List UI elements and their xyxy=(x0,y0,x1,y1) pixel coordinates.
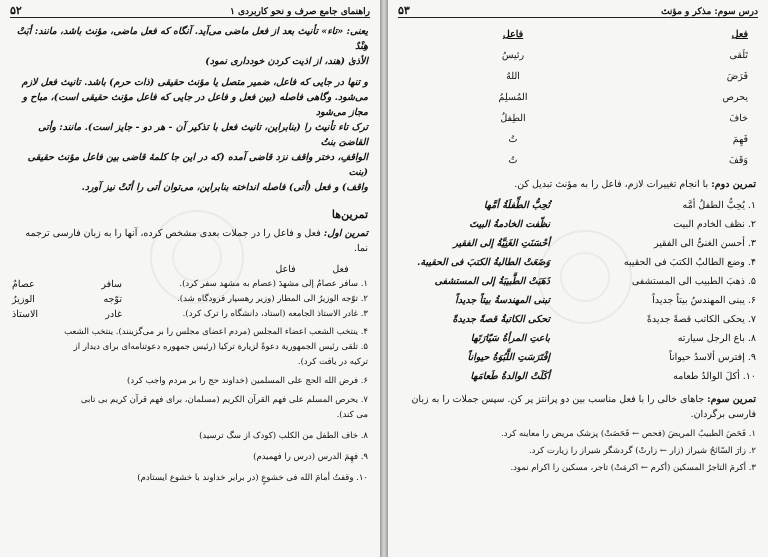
ex1-line: می کند). xyxy=(336,410,368,420)
col-fael-header: فاعل xyxy=(275,264,296,275)
col-fael-header: فاعل xyxy=(502,29,524,40)
ex1-item-fel: توّجه xyxy=(103,294,122,305)
right-page-body xyxy=(400,24,756,477)
col-fel-header: فعل xyxy=(332,264,349,275)
ex1-item-fel: سافر xyxy=(101,279,122,290)
table-row xyxy=(400,87,756,108)
ex1-item xyxy=(12,292,368,307)
right-page-header xyxy=(398,2,758,18)
intro-line: واقف) و فعل (أتی) فاصله انداخته بنابراین، می‌توان أتی را أتَتْ نیز آورد. xyxy=(81,182,368,193)
ex2-item xyxy=(400,291,756,310)
ex1-line: ترکیه در یافت کرد). xyxy=(297,357,368,367)
fel-fael-table xyxy=(400,24,756,171)
table-cell-fael: رئیسُ xyxy=(501,50,525,61)
left-page xyxy=(0,0,380,557)
ex2-answer: وَضَعَتْ الطالبةُ الکتبَ فی الحقیبة. xyxy=(417,257,550,268)
table-cell-fael: تُ xyxy=(508,155,518,166)
ex2-question: ۱۰. أکلَ الوالدُ طعامه xyxy=(673,371,756,382)
table-row xyxy=(400,129,756,150)
ex1-line: ۷. یحرص المسلم علی فهم القرآن الکریم (مسلمان، برای فهم قرآن کریم بی تابی xyxy=(80,395,368,405)
ex3-item: ۳. أکرمَ التاجرُ المسکین (أکرم ← اکرمَتْ) تاجر، مسکین را اکرام نمود. xyxy=(510,463,756,473)
intro-line: و تنها در جایی که فاعل، ضمیر متصل یا مؤنث حقیقی (ذات حرم) باشد. تانیث فعل لازم xyxy=(21,77,368,88)
intro-line: ترک تاء تأنیث را (بنابراین، تانیث فعل با تذکیر آن - هر دو - جایز است). مانند: وأتی القاضیَ بنتُ xyxy=(38,122,368,148)
exercises-heading: تمرین‌ها xyxy=(331,208,368,221)
ex1-column-headers xyxy=(248,262,368,277)
right-page-number: ۵۳ xyxy=(398,4,410,17)
right-header-title: درس سوم: مذکر و مؤنث xyxy=(661,7,758,17)
left-header-title: راهنمای جامع صرف و نحو کاربردی ۱ xyxy=(229,7,370,17)
ex1-item-fael: عصامٌ xyxy=(12,279,35,290)
ex3-instruction: جاهای خالی را با فعل مناسب بین دو پرانتز پر کن. سپس جملات را به زبان xyxy=(411,394,705,405)
ex2-question: ۷. یحکی الکاتب قصةً جدیدةً xyxy=(646,314,756,325)
ex1-line: ۶. فرض الله الحج علی المسلمین (خداوند حج را بر مردم واجب کرد) xyxy=(127,376,368,386)
ex2-item xyxy=(400,272,756,291)
ex2-item xyxy=(400,196,756,215)
table-cell-fel: یحرص xyxy=(722,92,748,103)
ex1-item xyxy=(12,307,368,322)
ex1-item-text: ۱. سافر عصامٌ إلی مشهدَ (عصام به مشهد سفر کرد). xyxy=(179,279,368,289)
ex2-item xyxy=(400,329,756,348)
ex2-answer: باعتِ المرأةُ سَیّارَتَها xyxy=(470,333,550,344)
ex2-question: ۶. یبنی المهندسُ بیتاً جدیداً xyxy=(652,295,756,306)
ex2-item xyxy=(400,310,756,329)
ex3-list xyxy=(400,426,756,477)
ex2-answer: ذَهَبَتْ الطَّبیبَةُ إلی المستشفی xyxy=(434,276,550,287)
ex2-answer: أحْسَنَتِ الغَنِیَّةُ إلی الفقیر xyxy=(453,238,550,249)
intro-line: الأذىٰ (هند، از اذیت کردن خودداری نمود) xyxy=(205,56,368,67)
ex1-item-text: ۳. غادر الاستاذ الجامعه (استاد، دانشگاه را ترک کرد). xyxy=(182,309,368,319)
ex3-label: تمرین سوم: xyxy=(707,394,756,405)
ex2-item xyxy=(400,234,756,253)
table-row xyxy=(400,108,756,129)
ex2-item xyxy=(400,348,756,367)
ex1-line: ۵. تلقی رئیس الجمهوریة دعوةً لزیارة ترکیا (رئیس جمهوره دعوتنامه‌ای برای دیدار از xyxy=(73,342,368,352)
ex3-item: ۲. زارَ السّائحُ شیراز (زار ← زارتْ) گردشگر شیراز را زیارت کرد. xyxy=(528,446,756,456)
ex2-answer: أکَلَتْ الوالدةُ طَعامَها xyxy=(470,371,550,382)
ex2-answer: نظّفت الخادمةُ البیتَ xyxy=(469,219,550,230)
table-cell-fel: تَلَقی xyxy=(729,50,748,61)
ex2-question: ۵. ذهبَ الطبیب الی المستشفی xyxy=(631,276,756,287)
ex3-item: ۱. فَحَصَ الطبیبُ المریضَ (فحص ← فَحَصَتْ) پزشک مریض را معاینه کرد. xyxy=(501,429,756,439)
ex2-item xyxy=(400,367,756,386)
left-page-body xyxy=(12,24,368,486)
table-cell-fel: فَرَضَ xyxy=(726,71,748,82)
left-page-header xyxy=(10,2,370,18)
ex3-instruction-cont: فارسی برگردان. xyxy=(690,409,756,420)
ex1-label: تمرین اول: xyxy=(323,228,368,239)
book-gutter xyxy=(380,0,388,557)
table-cell-fael: تُ xyxy=(508,134,518,145)
table-cell-fel: وَقَفَ xyxy=(729,155,748,166)
col-fel-header: فعل xyxy=(731,29,748,40)
ex2-label: تمرین دوم: xyxy=(711,179,756,190)
ex2-question: ۸. باع الرجل سیارته xyxy=(677,333,756,344)
ex1-item-fael: الوزیرُ xyxy=(12,294,35,305)
ex1-line: ۸. خاف الطفل من الکلب (کودک از سگ ترسید) xyxy=(199,431,368,441)
ex2-question: ۴. وضع الطالبُ الکتبَ فی الحقیبه xyxy=(623,257,756,268)
ex1-item-fael: الاستاذ xyxy=(12,309,39,320)
table-header xyxy=(400,24,756,45)
ex2-question: ۹. إفترس ألاسدُ حیواناً xyxy=(669,352,756,363)
table-row xyxy=(400,45,756,66)
table-cell-fael: اللهُ xyxy=(506,71,520,82)
intro-line: می‌شود. وگاهی فاصله (بین فعل و فاعل در جایی که فاعل مؤنث حقیقی است)، مباح و مجاز می‌شود xyxy=(22,92,368,118)
ex2-question: ۲. نظف الخادم البیت xyxy=(673,219,756,230)
ex2-list xyxy=(400,196,756,386)
left-page-number: ۵۲ xyxy=(10,4,22,17)
ex2-question: ۱. یُحِبُّ الطفلُ أمَّه xyxy=(682,200,756,211)
table-cell-fael: الطِفلُ xyxy=(500,113,526,124)
right-page xyxy=(388,0,768,557)
ex2-answer: تُحِبُّ الطِّفلَةُ أمَّها xyxy=(483,200,550,211)
table-cell-fael: المُسلِمُ xyxy=(498,92,528,103)
table-row xyxy=(400,150,756,171)
ex2-answer: إفْتَرَسَتِ اللَّبُوَةُ حیواناً xyxy=(467,352,550,363)
table-cell-fel: فَهِمَ xyxy=(732,134,748,145)
ex2-item xyxy=(400,215,756,234)
table-cell-fel: خافَ xyxy=(729,113,748,124)
ex1-line: ۴. ینتخب الشعب اعضاء المجلس (مردم اعضای مجلس را بر می‌گزینند). ینتخب الشعب xyxy=(64,327,368,337)
intro-line: یعنی: «تاء» تأنیث بعد از فعل ماضی می‌آید. آنگاه که فعل ماضی، مؤنث باشد، مانند: أبَتْ هِنْدٌ xyxy=(16,26,368,52)
ex1-line: ۱۰. وقفتُ أمامَ الله فی خشوعٍ (در برابر خداوند با خشوع ایستادم) xyxy=(137,473,368,483)
ex1-instruction: فعل و فاعل را در جملات بعدی مشخص کرده، آنها را به زبان فارسی ترجمه نما. xyxy=(25,228,368,254)
ex1-item-fel: غادر xyxy=(105,309,122,320)
ex2-item xyxy=(400,253,756,272)
ex2-question: ۳. أحسن الغنیُّ الی الفقیر xyxy=(653,238,756,249)
ex2-answer: تبنی المهندسةُ بیتاً جدیداً xyxy=(455,295,550,306)
ex1-line: ۹. فهِمَ الدرس (درس را فهمیدم) xyxy=(253,452,368,462)
ex1-list xyxy=(12,277,368,486)
ex1-item xyxy=(12,277,368,292)
intro-line: الواقفِ، دختر واقف نزد قاضی آمده (که در این جا کلمهٔ قاضی بین فاعل مؤنث حقیقی (بنت xyxy=(27,152,368,178)
ex2-instruction: با انجام تغییرات لازم، فاعل را به مؤنث تبدیل کن. xyxy=(514,179,709,190)
ex2-answer: تحکی الکاتبةُ قصةً جدیدةً xyxy=(452,314,550,325)
table-row xyxy=(400,66,756,87)
ex1-item-text: ۲. توّجه الوزیرُ الی المطار (وزیر رهسپار فرودگاه شد). xyxy=(177,294,368,304)
